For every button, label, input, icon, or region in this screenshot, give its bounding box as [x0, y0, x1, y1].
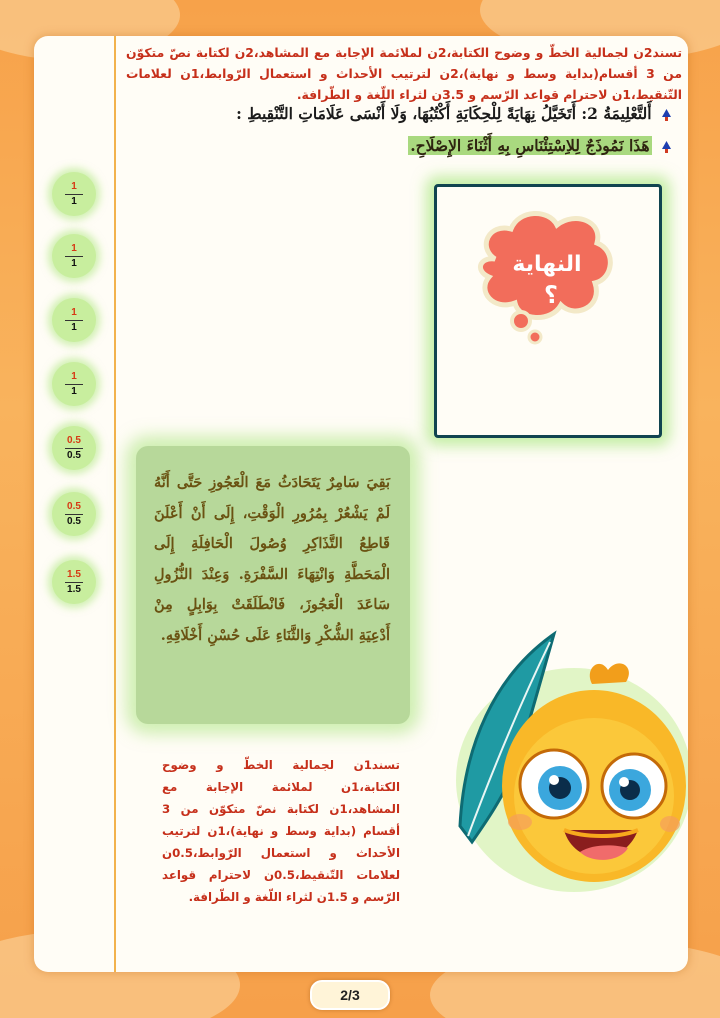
fraction-bar	[65, 194, 83, 195]
model-story-box: بَقِيَ سَامِرٌ يَتَحَادَثُ مَعَ الْعَجُوزِ حَتَّى أَنَّهُ لَمْ يَشْعُرْ بِمُرُورِ الْوَقْتِ، إِلَى أَنْ أَعْلَنَ قَاطِعُ التَّذَاكِرِ وُصُولَ الْحَافِلَةِ إِلَى الْمَحَطَّةِ وَانْتِهَاءَ السَّفْرَةِ. وَعِنْدَ النُّزُولِ سَاعَدَ الْعَجُوزَ، فَانْطَلَقَتْ بِوَابِلٍ مِنْ أَدْعِيَةِ الشُّكْرِ وَالثَّنَاءِ عَلَى حُسْنِ أَخْلَاقِهِ.	[136, 446, 410, 724]
score-denominator: 1	[71, 321, 77, 333]
score-badge	[52, 234, 96, 278]
score-badge	[52, 362, 96, 406]
grading-rubric-top: تسند2ن لجمالية الخطّ و وضوح الكتابة،2ن لملائمة الإجابة مع المشاهد،2ن لكتابة نصّ متكوّن من 3 أقسام(بداية وسط و نهاية)،2ن لترتيب الأحداث و استعمال الرّوابط،1ن لعلامات التّنقيط،1ن لاحترام قواعد الرّسم و 3.5ن لثراء اللّغة و الطّرافة.	[126, 45, 682, 102]
task-instruction-text: أَلتَّعْلِيمَةُ 2: أَتَخَيَّلُ نِهَايَةً لِلْحِكَايَةِ أَكْتُبُهَا، وَلَا أَنْسَى عَلَامَاتِ التَّنْقِيطِ :	[236, 104, 652, 123]
ending-title: النهاية	[512, 252, 582, 277]
ending-frame	[434, 184, 662, 438]
score-badge	[52, 492, 96, 536]
score-denominator: 1.5	[67, 583, 81, 595]
score-denominator: 1	[71, 195, 77, 207]
fraction-bar	[65, 384, 83, 385]
fraction-bar	[65, 320, 83, 321]
score-badge	[52, 560, 96, 604]
bullet-arrow-icon	[661, 140, 672, 154]
score-badge	[52, 298, 96, 342]
score-numerator: 0.5	[67, 500, 81, 512]
chick-mascot-illustration	[424, 616, 688, 906]
score-denominator: 1	[71, 257, 77, 269]
page-number: 2/3	[310, 980, 390, 1010]
model-note	[132, 136, 672, 155]
task-instruction	[132, 104, 672, 123]
margin-line	[114, 36, 116, 972]
fraction-bar	[65, 448, 83, 449]
bullet-arrow-icon	[661, 108, 672, 122]
score-badge	[52, 426, 96, 470]
score-denominator: 0.5	[67, 449, 81, 461]
model-note-text: هَذَا نَمُوذَجٌ لِلاِسْتِئْنَاسِ بِهِ أَثْنَاءَ الإِصْلَاحِ.	[410, 136, 650, 155]
grading-rubric-bottom: تسند1ن لجمالية الخطّ و وضوح الكتابة،1ن لملائمة الإجابة مع المشاهد،1ن لكتابة نصّ متكوّن من 3 أقسام (بداية وسط و نهاية)،1ن لترتيب الأحداث و استعمال الرّوابط،0.5ن لعلامات التّنقيط،0.5ن لاحترام قواعد الرّسم و 1.5ن لثراء اللّغة و الطّرافة.	[162, 758, 401, 904]
score-numerator: 1	[71, 370, 77, 382]
score-numerator: 1.5	[67, 568, 81, 580]
score-badge	[52, 172, 96, 216]
score-numerator: 1	[71, 242, 77, 254]
score-denominator: 0.5	[67, 515, 81, 527]
score-numerator: 0.5	[67, 434, 81, 446]
score-numerator: 1	[71, 306, 77, 318]
fraction-bar	[65, 256, 83, 257]
score-denominator: 1	[71, 385, 77, 397]
worksheet-page	[34, 36, 688, 972]
question-mark: ؟	[544, 281, 558, 309]
fraction-bar	[65, 514, 83, 515]
score-numerator: 1	[71, 180, 77, 192]
ending-thought-bubble	[437, 187, 659, 435]
fraction-bar	[65, 582, 83, 583]
